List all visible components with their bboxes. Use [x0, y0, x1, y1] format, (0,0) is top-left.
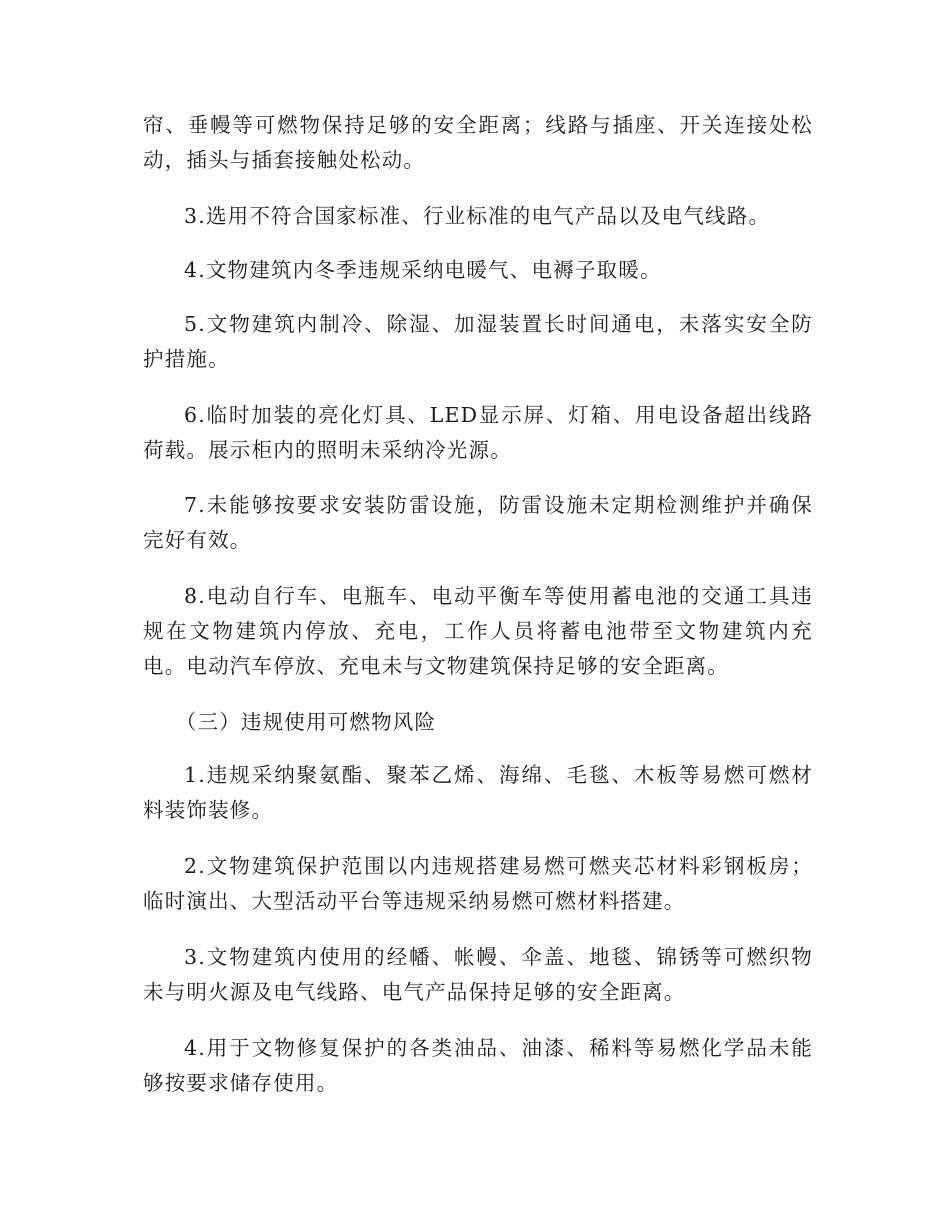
paragraph-item-6: 6.临时加装的亮化灯具、LED显示屏、灯箱、用电设备超出线路荷载。展示柜内的照明未采纳冷光源。	[143, 403, 813, 462]
paragraph-item-1: 1.违规采纳聚氨酯、聚苯乙烯、海绵、毛毯、木板等易燃可燃材料装饰装修。	[143, 763, 813, 822]
section-heading: （三）违规使用可燃物风险	[175, 710, 437, 734]
paragraph-item-3: 3.选用不符合国家标准、行业标准的电气产品以及电气线路。	[184, 204, 771, 228]
paragraph-item-5: 5.文物建筑内制冷、除湿、加湿装置长时间通电，未落实安全防护措施。	[143, 312, 813, 371]
paragraph-item-7: 7.未能够按要求安装防雷设施，防雷设施未定期检测维护并确保完好有效。	[143, 493, 813, 552]
paragraph-item-4: 4.文物建筑内冬季违规采纳电暖气、电褥子取暖。	[184, 258, 662, 282]
paragraph-continuation: 帘、垂幔等可燃物保持足够的安全距离；线路与插座、开关连接处松动，插头与插套接触处松动。	[143, 113, 813, 172]
paragraph-item-3b: 3.文物建筑内使用的经幡、帐幔、伞盖、地毯、锦锈等可燃织物未与明火源及电气线路、电气产品保持足够的安全距离。	[143, 945, 813, 1004]
paragraph-item-4b: 4.用于文物修复保护的各类油品、油漆、稀料等易燃化学品未能够按要求储存使用。	[143, 1036, 813, 1095]
paragraph-item-8: 8.电动自行车、电瓶车、电动平衡车等使用蓄电池的交通工具违规在文物建筑内停放、充电，工作人员将蓄电池带至文物建筑内充电。电动汽车停放、充电未与文物建筑保持足够的安全距离。	[143, 584, 813, 678]
paragraph-item-2: 2.文物建筑保护范围以内违规搭建易燃可燃夹芯材料彩钢板房；临时演出、大型活动平台等违规采纳易燃可燃材料搭建。	[143, 854, 813, 913]
